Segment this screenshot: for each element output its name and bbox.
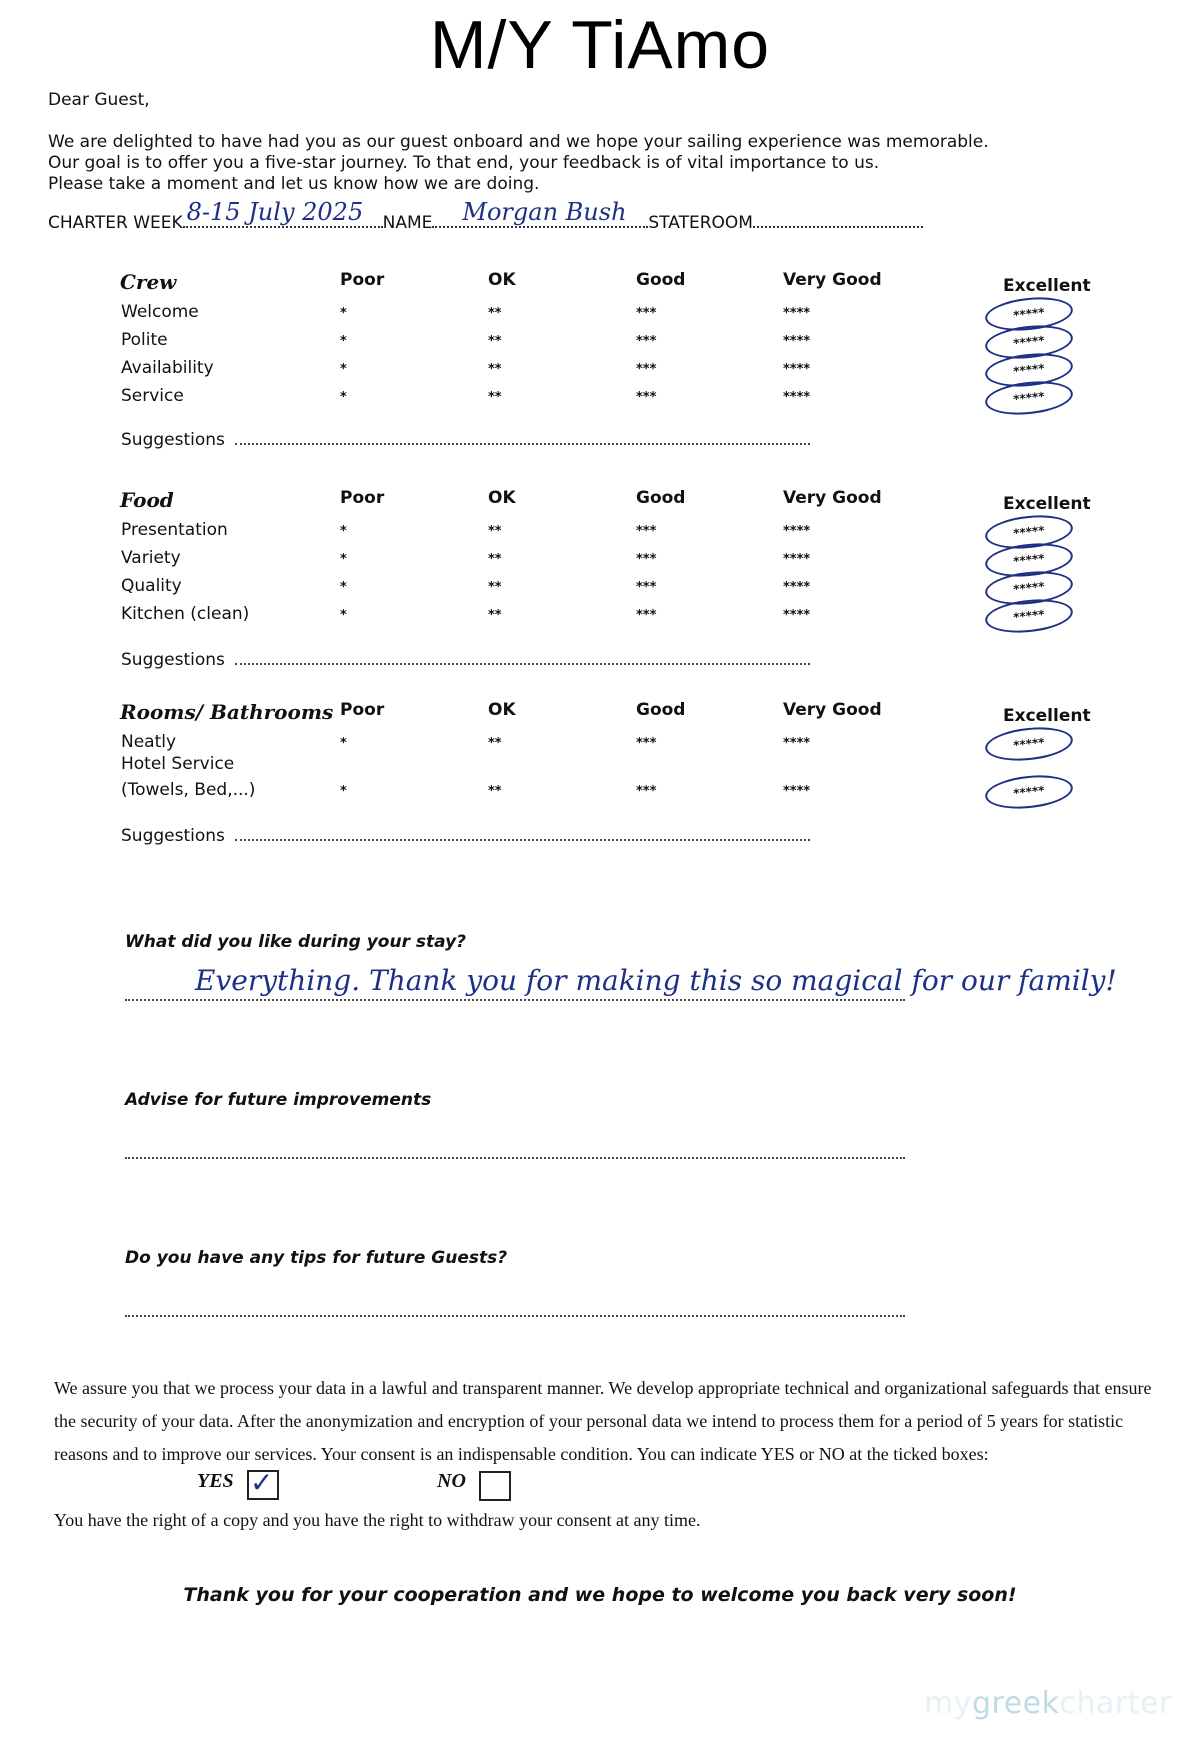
rating-row-label: Variety [121, 548, 181, 568]
column-header: Poor [340, 270, 385, 290]
column-header: Excellent [1003, 276, 1091, 296]
column-header: OK [488, 700, 516, 720]
rating-option[interactable]: * [340, 608, 347, 623]
rating-option-selected[interactable]: ***** [984, 293, 1075, 334]
rating-option[interactable]: *** [636, 334, 657, 349]
charter-week-label: CHARTER WEEK [48, 213, 183, 233]
suggestions-input-line[interactable] [235, 431, 810, 445]
suggestions-label: Suggestions [121, 430, 225, 450]
rating-option-selected[interactable]: ***** [984, 723, 1075, 764]
no-checkbox[interactable] [479, 1471, 511, 1501]
suggestions-rooms [121, 826, 810, 846]
rating-option-selected[interactable]: ***** [984, 321, 1075, 362]
checkmark-icon: ✓ [250, 1466, 274, 1499]
rating-option[interactable]: *** [636, 736, 657, 751]
closing-message: Thank you for your cooperation and we hope to welcome you back very soon! [183, 1584, 1017, 1606]
rating-option[interactable]: * [340, 390, 347, 405]
rating-row-label: Service [121, 386, 184, 406]
name-field[interactable] [432, 198, 648, 228]
suggestions-food [121, 650, 810, 670]
rating-option[interactable]: ** [488, 390, 502, 405]
data-consent-text: We assure you that we process your data in a lawful and transparent manner. We develop appropriate technical and organizational safeguards that ensure the security of your data. After the anonymization and encryption of your personal data we intend to process them for a period of 5 years for statistic reasons and to improve our services. Your consent is an indispensable condition. You can indicate YES or NO at the ticked boxes: [54, 1378, 1152, 1464]
rating-option[interactable]: *** [636, 524, 657, 539]
question-improvements: Advise for future improvements [125, 1090, 432, 1110]
form-title: M/Y TiAmo [429, 7, 771, 83]
answer-line-tips[interactable] [125, 1313, 905, 1317]
rating-option-selected[interactable]: ***** [984, 567, 1075, 608]
intro-line: We are delighted to have had you as our guest onboard and we hope your sailing experience was memorable. [48, 132, 989, 152]
question-tips: Do you have any tips for future Guests? [125, 1248, 508, 1268]
column-header: Excellent [1003, 706, 1091, 726]
rating-option-selected[interactable]: ***** [984, 771, 1075, 812]
rating-option[interactable]: * [340, 306, 347, 321]
rating-option[interactable]: * [340, 334, 347, 349]
watermark-logo: mygreekcharter [924, 1686, 1172, 1721]
question-liked: What did you like during your stay? [125, 932, 467, 952]
rating-option[interactable]: **** [783, 552, 811, 567]
rating-option[interactable]: * [340, 362, 347, 377]
rating-option-selected[interactable]: ***** [984, 349, 1075, 390]
greeting: Dear Guest, [48, 90, 150, 110]
section-title-food: Food [120, 488, 174, 512]
rating-option[interactable]: *** [636, 390, 657, 405]
rating-row-label: Neatly [121, 732, 177, 752]
rating-option-selected[interactable]: ***** [984, 539, 1075, 580]
intro-line: Our goal is to offer you a five-star journey. To that end, your feedback is of vital importance to us. [48, 153, 880, 173]
rating-option[interactable]: ** [488, 784, 502, 799]
rating-option[interactable]: **** [783, 736, 811, 751]
rating-option-selected[interactable]: ***** [984, 511, 1075, 552]
rating-row-label: Polite [121, 330, 168, 350]
rating-option[interactable]: *** [636, 784, 657, 799]
rating-option[interactable]: ** [488, 552, 502, 567]
rating-option[interactable]: *** [636, 552, 657, 567]
column-header: Excellent [1003, 494, 1091, 514]
column-header: OK [488, 270, 516, 290]
column-header: Very Good [783, 700, 882, 720]
rating-option[interactable]: *** [636, 608, 657, 623]
rating-option[interactable]: ** [488, 524, 502, 539]
rating-row-label: Kitchen (clean) [121, 604, 250, 624]
stateroom-field[interactable] [753, 212, 923, 228]
rating-row-label: Quality [121, 576, 182, 596]
column-header: Very Good [783, 488, 882, 508]
intro-text [48, 132, 989, 195]
rating-option[interactable]: **** [783, 306, 811, 321]
rating-option[interactable]: **** [783, 524, 811, 539]
column-header: Good [636, 488, 686, 508]
charter-week-value: 8-15 July 2025 [186, 198, 364, 226]
rating-option[interactable]: * [340, 552, 347, 567]
name-value: Morgan Bush [462, 198, 627, 226]
suggestions-label: Suggestions [121, 826, 225, 846]
column-header: OK [488, 488, 516, 508]
name-label: NAME [382, 213, 433, 233]
suggestions-input-line[interactable] [235, 651, 810, 665]
rating-option[interactable]: *** [636, 306, 657, 321]
rating-option[interactable]: * [340, 784, 347, 799]
column-header: Good [636, 700, 686, 720]
rating-row-label: (Towels, Bed,...) [121, 780, 256, 800]
column-header: Poor [340, 488, 385, 508]
rating-option[interactable]: * [340, 736, 347, 751]
rating-option[interactable]: **** [783, 784, 811, 799]
rating-option[interactable]: **** [783, 608, 811, 623]
rating-option-selected[interactable]: ***** [984, 377, 1075, 418]
answer-line-improvements[interactable] [125, 1155, 905, 1159]
stateroom-label: STATEROOM [648, 213, 753, 233]
column-header: Poor [340, 700, 385, 720]
column-header: Very Good [783, 270, 882, 290]
rating-row-label: Welcome [121, 302, 199, 322]
rating-option[interactable]: *** [636, 362, 657, 377]
yes-label: YES [197, 1470, 234, 1492]
rating-option[interactable]: **** [783, 390, 811, 405]
rating-option[interactable]: **** [783, 580, 811, 595]
yes-checkbox[interactable] [247, 1466, 279, 1500]
rating-option[interactable]: ** [488, 334, 502, 349]
rating-option[interactable]: ** [488, 306, 502, 321]
rating-option[interactable]: * [340, 580, 347, 595]
rights-text: You have the right of a copy and you have the right to withdraw your consent at any time. [54, 1510, 701, 1530]
rating-option[interactable]: **** [783, 334, 811, 349]
rating-row-label: Presentation [121, 520, 228, 540]
rating-option[interactable]: * [340, 524, 347, 539]
rating-row-label: Hotel Service [121, 754, 235, 774]
charter-week-field[interactable] [183, 198, 383, 228]
intro-line: Please take a moment and let us know how we are doing. [48, 174, 540, 194]
column-header: Good [636, 270, 686, 290]
suggestions-input-line[interactable] [235, 827, 810, 841]
rating-option-selected[interactable]: ***** [984, 595, 1075, 636]
no-label: NO [437, 1470, 466, 1492]
rating-option[interactable]: *** [636, 580, 657, 595]
rating-option[interactable]: ** [488, 736, 502, 751]
charter-info-line [48, 198, 923, 233]
section-title-crew: Crew [120, 270, 177, 294]
rating-option[interactable]: ** [488, 608, 502, 623]
suggestions-crew [121, 430, 810, 450]
answer-liked: Everything. Thank you for making this so magical for our family! [195, 964, 1117, 997]
rating-option[interactable]: ** [488, 580, 502, 595]
rating-option[interactable]: ** [488, 362, 502, 377]
answer-line-liked[interactable] [125, 997, 905, 1001]
suggestions-label: Suggestions [121, 650, 225, 670]
section-title-rooms: Rooms/ Bathrooms [120, 700, 334, 724]
rating-row-label: Availability [121, 358, 214, 378]
rating-option[interactable]: **** [783, 362, 811, 377]
